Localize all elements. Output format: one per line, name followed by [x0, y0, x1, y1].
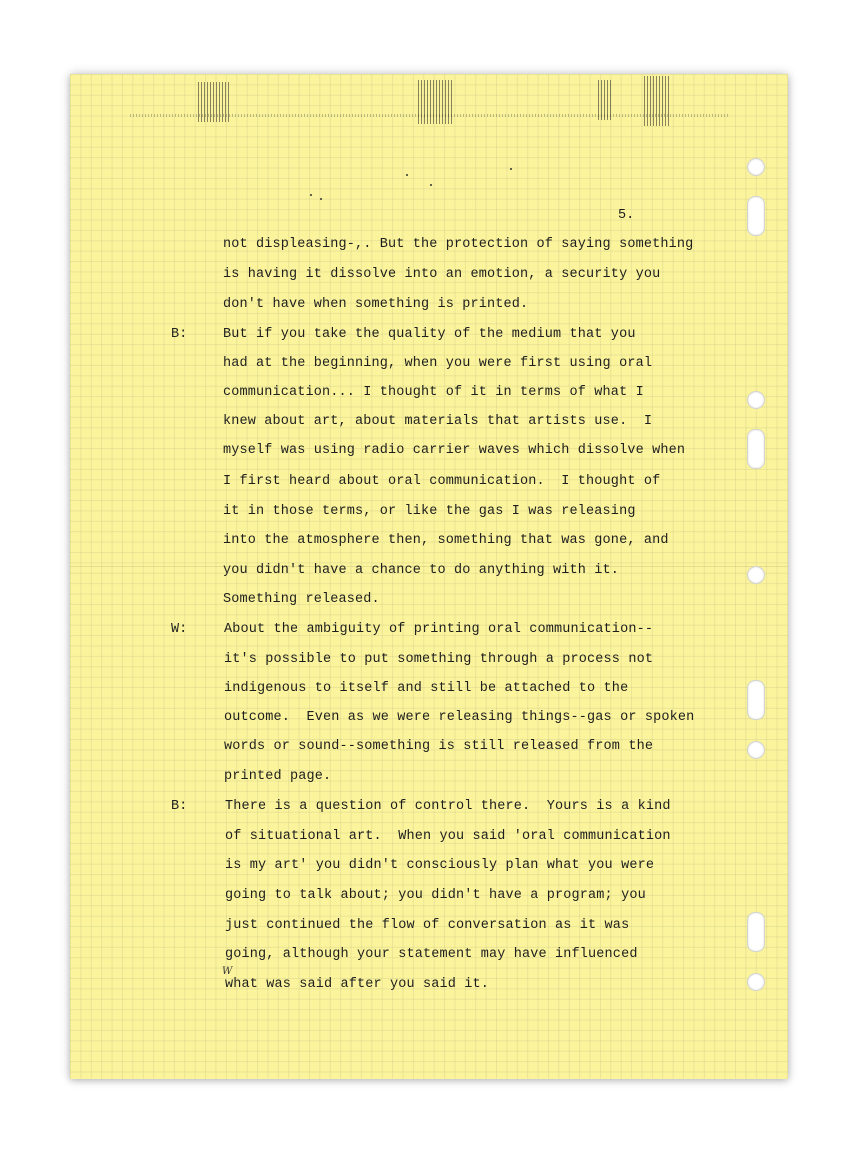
binder-slot: [747, 429, 765, 469]
text-line: knew about art, about materials that artists use. I: [223, 414, 653, 429]
scan-smudge: [418, 80, 454, 124]
text-line: I first heard about oral communication. I thought of: [223, 474, 661, 489]
text-line: words or sound--something is still released from the: [224, 739, 654, 754]
dust-speck: [320, 198, 322, 200]
binder-slot: [747, 912, 765, 952]
binder-hole: [747, 566, 765, 584]
speaker-label: W:: [171, 622, 188, 637]
text-line: had at the beginning, when you were first using oral: [223, 356, 653, 371]
binder-hole: [747, 391, 765, 409]
text-line: not displeasing-,. But the protection of saying something: [223, 237, 694, 252]
binder-slot: [747, 680, 765, 720]
text-line: it in those terms, or like the gas I was releasing: [223, 504, 636, 519]
text-line: Something released.: [223, 592, 380, 607]
text-line: going to talk about; you didn't have a program; you: [225, 888, 646, 903]
binder-hole: [747, 741, 765, 759]
scan-smudge: [644, 76, 670, 126]
text-line: going, although your statement may have influenced: [225, 947, 638, 962]
text-line: it's possible to put something through a process not: [224, 652, 654, 667]
text-line: printed page.: [224, 769, 332, 784]
dust-speck: [510, 168, 512, 170]
text-line: you didn't have a chance to do anything with it.: [223, 563, 620, 578]
text-line: of situational art. When you said 'oral communication: [225, 829, 671, 844]
text-line: myself was using radio carrier waves which dissolve when: [223, 443, 686, 458]
text-line: About the ambiguity of printing oral communication--: [224, 622, 654, 637]
page-number: 5.: [618, 208, 635, 223]
text-line: communication... I thought of it in terms of what I: [223, 385, 644, 400]
dust-speck: [310, 194, 312, 196]
speaker-label: B:: [171, 327, 188, 342]
text-line: But if you take the quality of the medium that you: [223, 327, 636, 342]
text-line: don't have when something is printed.: [223, 297, 529, 312]
binder-hole: [747, 973, 765, 991]
document-page: [70, 74, 788, 1079]
text-line: is having it dissolve into an emotion, a security you: [223, 267, 661, 282]
handwritten-annotation: W: [222, 966, 233, 977]
text-line: outcome. Even as we were releasing things--gas or spoken: [224, 710, 695, 725]
text-line: what was said after you said it.: [225, 977, 490, 992]
text-line: just continued the flow of conversation as it was: [225, 918, 630, 933]
dust-speck: [406, 174, 408, 176]
dust-speck: [430, 184, 432, 186]
text-line: into the atmosphere then, something that was gone, and: [223, 533, 669, 548]
scan-smudge: [130, 114, 730, 117]
speaker-label: B:: [171, 799, 188, 814]
binder-hole: [747, 158, 765, 176]
text-line: is my art' you didn't consciously plan what you were: [225, 858, 655, 873]
binder-slot: [747, 196, 765, 236]
text-line: indigenous to itself and still be attached to the: [224, 681, 629, 696]
text-line: There is a question of control there. Yours is a kind: [225, 799, 671, 814]
